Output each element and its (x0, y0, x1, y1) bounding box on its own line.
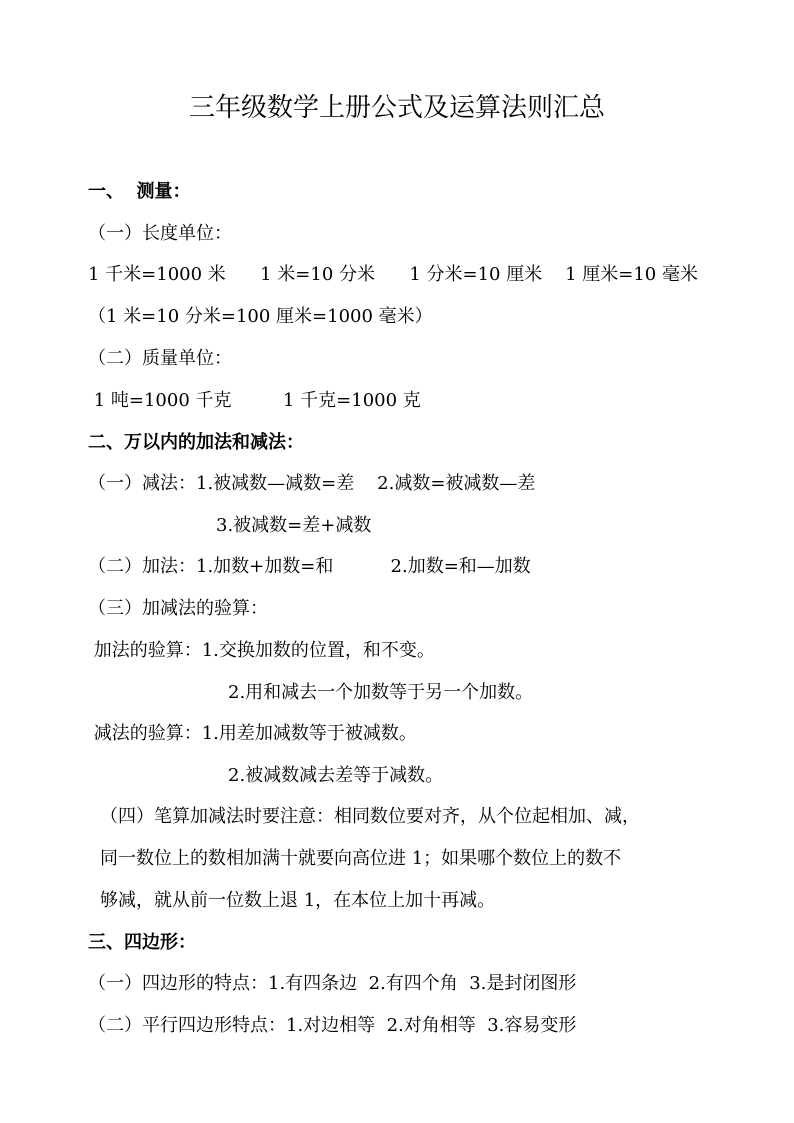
parallelogram-features: （二）平行四边形特点：1.对边相等 2.对角相等 3.容易变形 (88, 1015, 577, 1036)
written-calc-note-line-2: 同一数位上的数相加满十就要向高位进 1；如果哪个数位上的数不 (100, 848, 622, 869)
subtraction-formulas: （一）减法：1.被减数—减数=差 2.减数=被减数—差 (88, 473, 536, 494)
subtraction-formula-3: 3.被减数=差+减数 (216, 515, 372, 536)
mass-units-line: 1 吨=1000 千克 1 千克=1000 克 (88, 390, 421, 411)
length-units-line: 1 千米=1000 米 1 米=10 分米 1 分米=10 厘米 1 厘米=10 毫米 (88, 264, 698, 285)
addition-formulas: （二）加法：1.加数+加数=和 2.加数=和—加数 (88, 556, 531, 577)
subtraction-check-1: 减法的验算：1.用差加减数等于被减数。 (88, 723, 417, 744)
written-calc-note-line-3: 够减，就从前一位数上退 1，在本位上加十再减。 (100, 890, 496, 911)
section-heading-quadrilateral: 三、四边形： (88, 932, 196, 953)
subheading-length-units: （一）长度单位： (88, 223, 232, 244)
addition-check-1: 加法的验算：1.交换加数的位置，和不变。 (88, 640, 435, 661)
section-heading-add-subtract: 二、万以内的加法和减法： (88, 432, 304, 453)
section-heading-measurement: 一、 测量： (88, 181, 191, 202)
quadrilateral-features: （一）四边形的特点：1.有四条边 2.有四个角 3.是封闭图形 (88, 973, 577, 994)
written-calc-note-line-1: （四）笔算加减法时要注意：相同数位要对齐，从个位起相加、减， (100, 806, 640, 827)
subheading-mass-units: （二）质量单位： (88, 348, 232, 369)
addition-check-2: 2.用和减去一个加数等于另一个加数。 (228, 682, 534, 703)
subheading-verification: （三）加减法的验算： (88, 598, 268, 619)
page-title: 三年级数学上册公式及运算法则汇总 (188, 93, 605, 123)
subtraction-check-2: 2.被减数减去差等于减数。 (228, 765, 444, 786)
length-units-chain: （1 米=10 分米=100 厘米=1000 毫米） (88, 306, 433, 327)
